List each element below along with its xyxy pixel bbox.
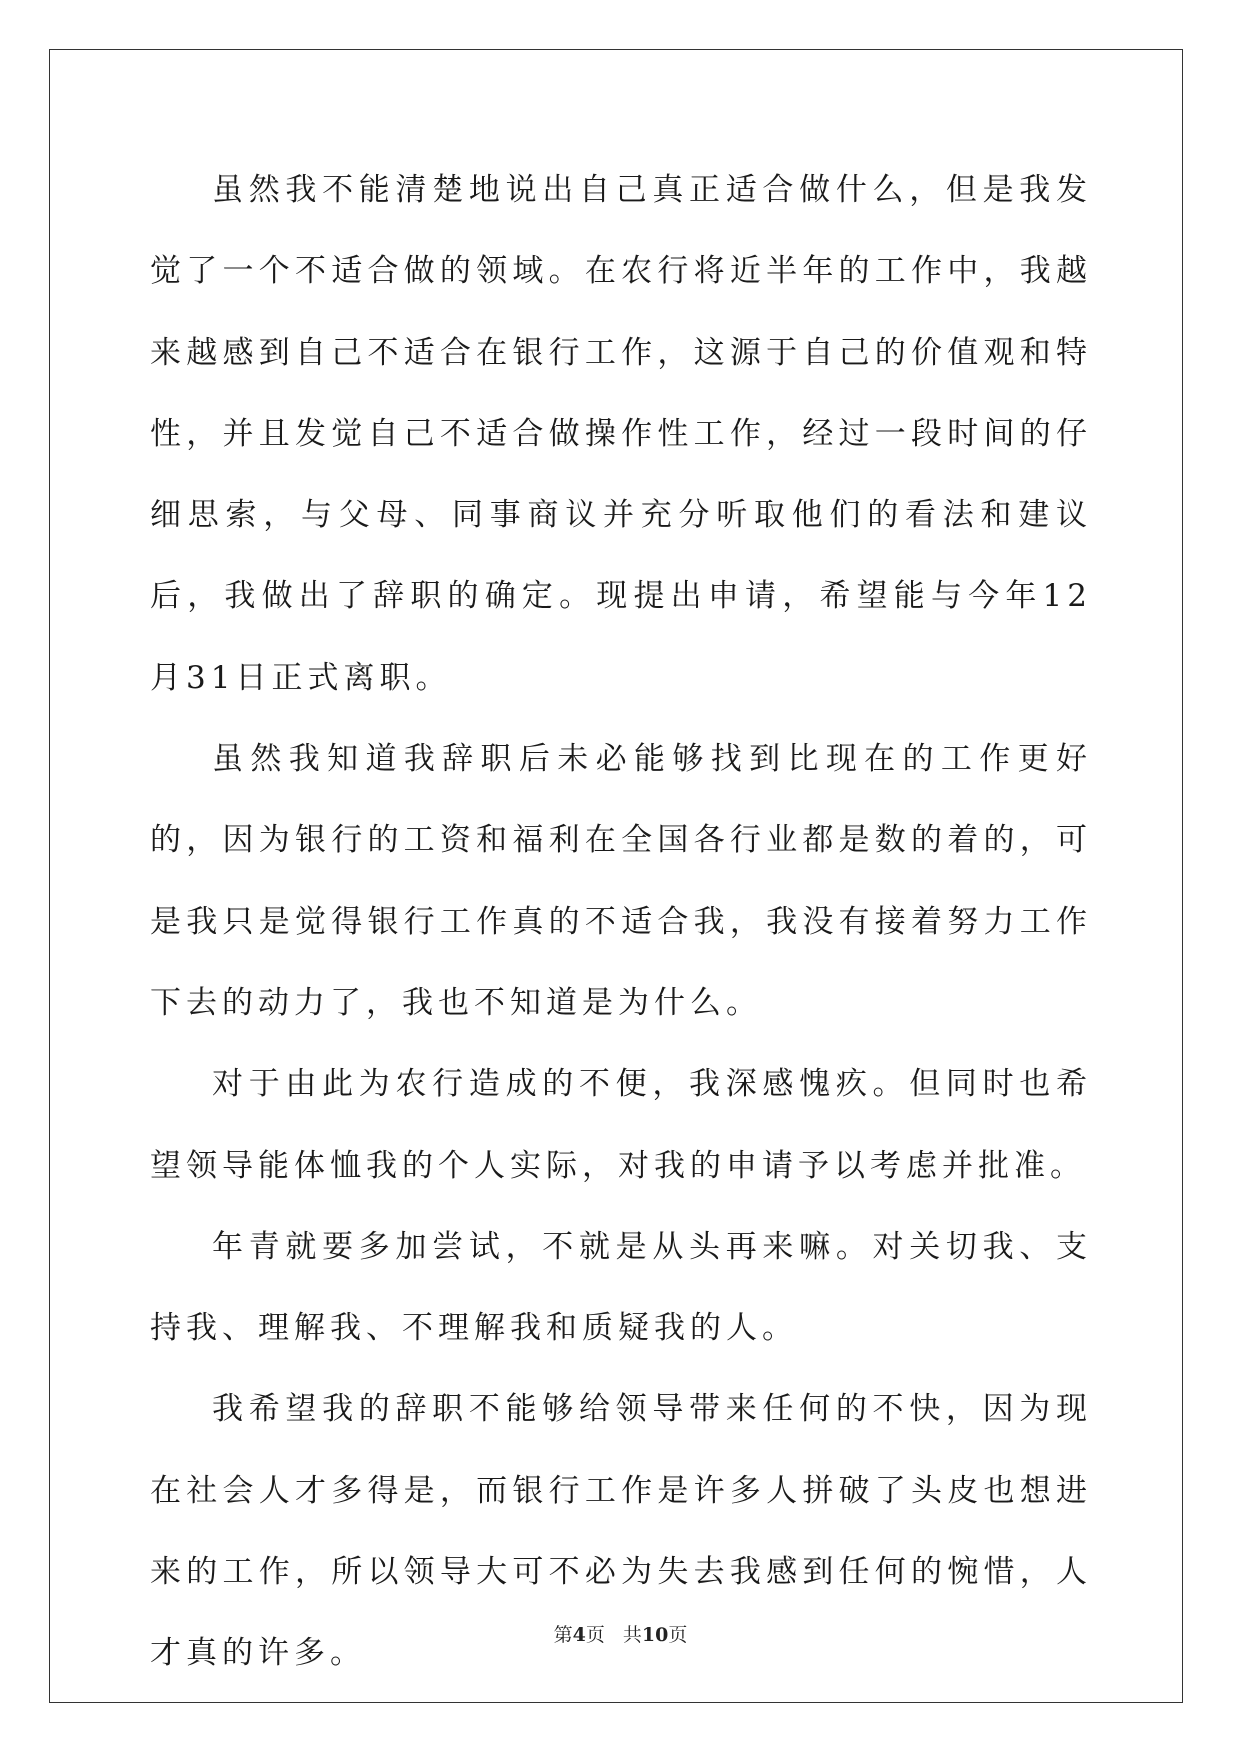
paragraph-1: 虽然我不能清楚地说出自己真正适合做什么，但是我发觉了一个不适合做的领域。在农行将近半年的工作中，我越来越感到自己不适合在银行工作，这源于自己的价值观和特性，并且发觉自己不适合做操作性工作，经过一段时间的仔细思索，与父母、同事商议并充分听取他们的看法和建议后，我做出了辞职的确定。现提出申请，希望能与今年12月31日正式离职。 xyxy=(150,172,1092,696)
page-suffix: 页 xyxy=(585,1624,605,1646)
page-prefix: 第 xyxy=(553,1624,573,1646)
page-number: 4 xyxy=(572,1624,586,1646)
paragraph-2: 虽然我知道我辞职后未必能够找到比现在的工作更好的，因为银行的工资和福利在全国各行业都是数的着的，可是我只是觉得银行工作真的不适合我，我没有接着努力工作下去的动力了，我也不知道是为什么。 xyxy=(150,741,1092,1021)
paragraph-4: 年青就要多加尝试，不就是从头再来嘛。对关切我、支持我、理解我、不理解我和质疑我的人。 xyxy=(150,1228,1092,1347)
paragraph-5: 我希望我的辞职不能够给领导带来任何的不快，因为现在社会人才多得是，而银行工作是许多人拼破了头皮也想进来的工作，所以领导大可不必为失去我感到任何的惋惜，人才真的许多。 xyxy=(150,1391,1092,1672)
total-prefix: 共 xyxy=(622,1624,642,1646)
page-footer xyxy=(0,1623,1241,1647)
paragraph-3: 对于由此为农行造成的不便，我深感愧疚。但同时也希望领导能体恤我的个人实际，对我的申请予以考虑并批准。 xyxy=(150,1066,1092,1184)
total-suffix: 页 xyxy=(668,1624,688,1646)
total-pages: 10 xyxy=(641,1624,669,1646)
document-body xyxy=(150,150,1092,1695)
